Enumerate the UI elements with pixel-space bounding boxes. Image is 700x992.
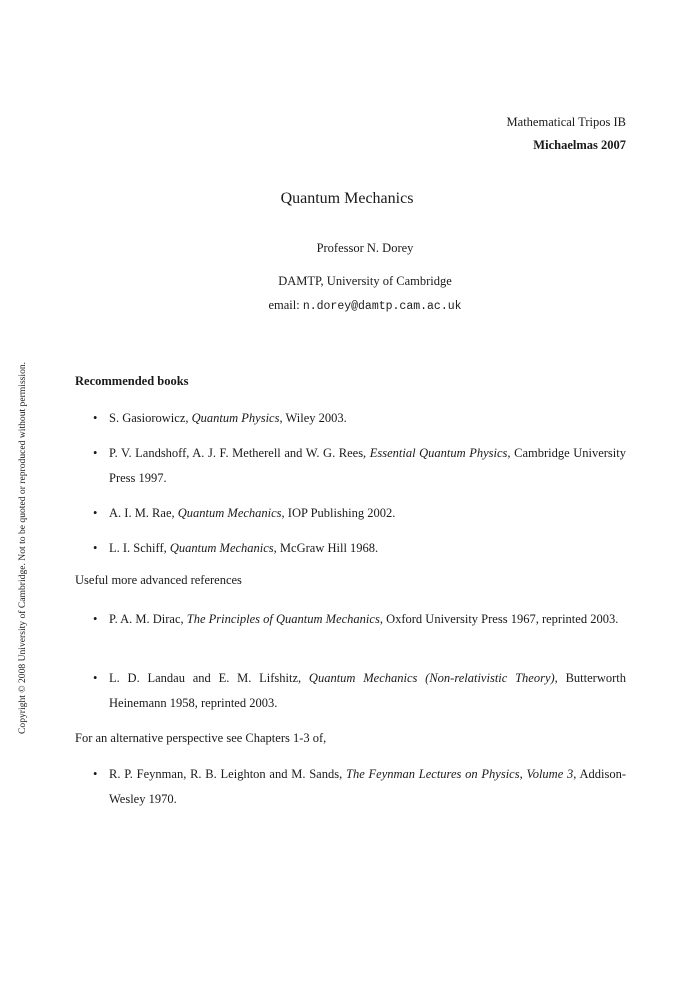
email-address[interactable]: n.dorey@damtp.cam.ac.uk [302,300,462,313]
citation-title: The Feynman Lectures on Physics, Volume 3 [346,767,574,781]
page-title: Quantum Mechanics [280,190,414,207]
email-label: email: [268,298,303,312]
citation-title: Quantum Mechanics [169,541,274,555]
citation-title: Quantum Mechanics [177,506,282,520]
citation-publisher: , Wiley 2003. [279,411,347,425]
alternative-perspective-heading: For an alternative perspective see Chapters 1-3 of, [75,731,327,745]
recommended-books-heading: Recommended books [75,374,189,388]
bullet-icon: • [93,671,98,685]
advanced-references-heading: Useful more advanced references [75,573,242,587]
citation-publisher: , Butterworth Heinemann 1958, reprinted 2003. [109,671,626,710]
author-affiliation: DAMTP, University of Cambridge [278,274,452,288]
citation-authors: P. A. M. Dirac, [109,612,187,626]
citation-authors: A. I. M. Rae, [109,506,178,520]
course-label: Mathematical Tripos IB [506,115,626,129]
copyright-notice: Copyright © 2008 University of Cambridge. Not to be quoted or reproduced without permission. [17,361,28,734]
bullet-icon: • [93,506,98,520]
list-item [93,501,626,526]
bullet-icon: • [93,612,98,626]
bullet-icon: • [93,446,98,460]
bullet-icon: • [93,411,98,425]
citation-publisher: , Oxford University Press 1967, reprinted 2003. [379,612,619,626]
term-label: Michaelmas 2007 [533,138,626,152]
citation-title: Quantum Physics [191,411,280,425]
citation-authors: S. Gasiorowicz, [109,411,192,425]
bullet-icon: • [93,767,98,781]
citation-title: Quantum Mechanics (Non-relativistic Theory) [308,671,555,685]
list-item [93,406,626,431]
author-email [0,298,700,313]
citation-publisher: , Addison-Wesley 1970. [109,767,627,806]
list-item [93,607,626,632]
citation-title: The Principles of Quantum Mechanics [186,612,380,626]
citation-publisher: , Cambridge University Press 1997. [109,446,626,485]
citation-authors: R. P. Feynman, R. B. Leighton and M. Sands, [109,767,346,781]
list-item [93,536,626,561]
author-name: Professor N. Dorey [316,241,414,255]
list-item [93,441,626,491]
list-item [93,762,626,812]
citation-title: Essential Quantum Physics [369,446,508,460]
citation-publisher: , McGraw Hill 1968. [273,541,379,555]
citation-publisher: , IOP Publishing 2002. [281,506,396,520]
citation-authors: P. V. Landshoff, A. J. F. Metherell and W. G. Rees, [109,446,370,460]
citation-authors: L. D. Landau and E. M. Lifshitz, [109,671,309,685]
citation-authors: L. I. Schiff, [109,541,170,555]
list-item [93,666,626,716]
bullet-icon: • [93,541,98,555]
